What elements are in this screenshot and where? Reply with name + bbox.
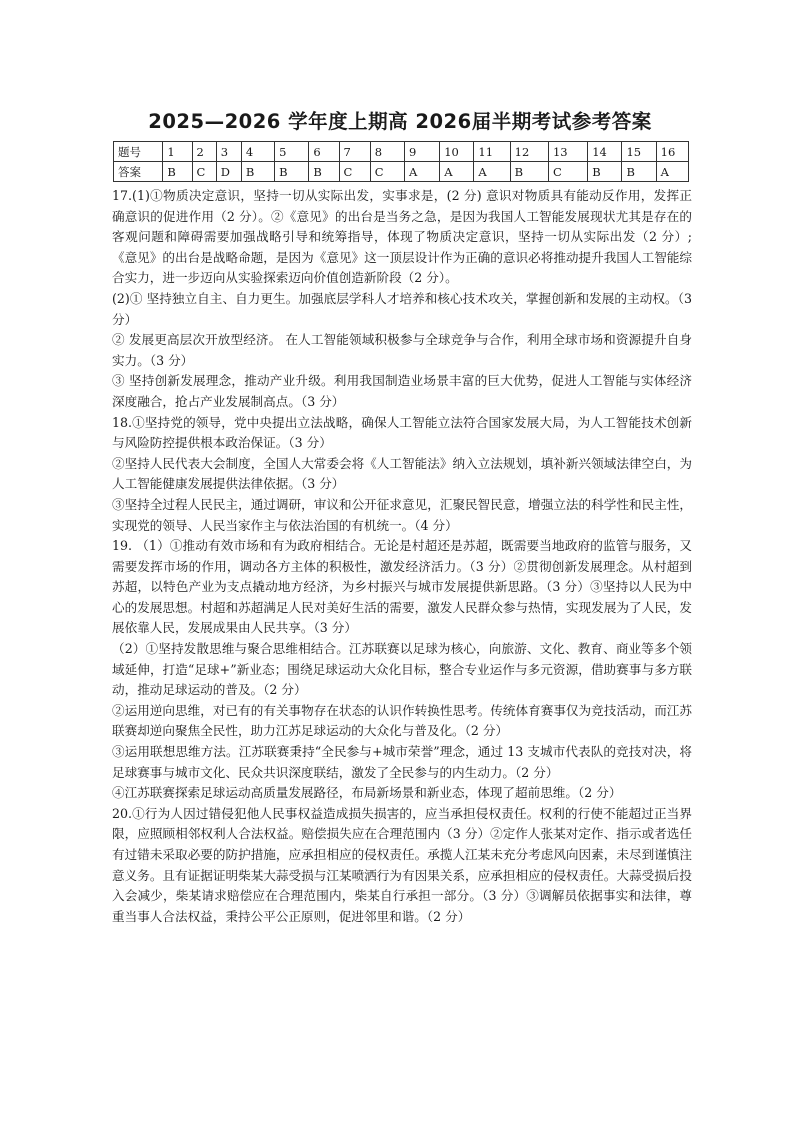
answer-q17-part1: 17.(1)①物质决定意识，坚持一切从实际出发，实事求是，(2 分) 意识对物质具有能动反作用，发挥正确意识的促进作用（2 分）。②《意见》的出台是当务之急，是因为我国人工智能发展现状尤其是存在的客观问题和障碍需要加强战略引导和统筹指导，体现了物质决定意识，坚持一切从实际出发（2 分）;《意见》的出台是战略命题，是因为《意见》这一顶层设计作为正确的意识必将推动提升我国人工智能综合实力，进一步迈向从实验探索迈向价值创造新阶段（2 分）。 <box>112 188 692 286</box>
question-number: 4 <box>241 142 274 162</box>
answer-q19-part2-point2: ②运用逆向思维，对已有的有关事物存在状态的认识作转换性思考。传统体育赛事仅为竞技活动，而江苏联赛却逆向聚焦全民性，助力江苏足球运动的大众化与普及化。（2 分） <box>112 702 692 739</box>
answer-cell: D <box>216 162 241 182</box>
question-number: 1 <box>163 142 192 162</box>
answer-cell: A <box>656 162 688 182</box>
answer-q18-point2: ②坚持人民代表大会制度，全国人大常委会将《人工智能法》纳入立法规划，填补新兴领域法律空白，为人工智能健康发展提供法律依据。（3 分） <box>112 455 692 492</box>
answer-cell: B <box>588 162 622 182</box>
answer-cell: C <box>192 162 216 182</box>
question-number: 14 <box>588 142 622 162</box>
question-number: 13 <box>548 142 587 162</box>
answer-cell: B <box>622 162 656 182</box>
page-title: 2025—2026 学年度上期高 2026届半期考试参考答案 <box>148 110 652 133</box>
answer-cell: B <box>275 162 309 182</box>
answer-row <box>114 162 689 182</box>
question-number: 6 <box>309 142 339 162</box>
answer-table <box>113 141 689 182</box>
answer-cell: C <box>339 162 370 182</box>
answer-cell: A <box>404 162 439 182</box>
row-label-number: 题号 <box>114 142 163 162</box>
answer-q19-part2-point3: ③运用联想思维方法。江苏联赛秉持“全民参与+城市荣誉”理念，通过 13 支城市代表队的竞技对决，将足球赛事与城市文化、民众共识深度联结，激发了全民参与的内生动力。（2 分） <box>112 744 692 780</box>
question-number: 5 <box>275 142 309 162</box>
answer-cell: B <box>510 162 548 182</box>
answer-cell: C <box>548 162 587 182</box>
answer-q20: 20.①行为人因过错侵犯他人民事权益造成损失损害的，应当承担侵权责任。权利的行使不能超过正当界限，应照顾相邻权利人合法权益。赔偿损失应在合理范围内（3 分）②定作人张某对定作、指示或者选任有过错未采取必要的防护措施，应承担相应的侵权责任。承揽人江某未充分考虑风向因素，未尽到谨慎注意义务。且有证据证明柴某大蒜受损与江某喷洒行为有因果关系，应承担相应的侵权责任。大蒜受损后投入会减少，柴某请求赔偿应在合理范围内，柴某自行承担一部分。（3 分）③调解员依据事实和法律，尊重当事人合法权益，秉持公平公正原则，促进邻里和谐。（2 分） <box>112 805 692 924</box>
question-number: 15 <box>622 142 656 162</box>
row-label-answer: 答案 <box>114 162 163 182</box>
question-number: 8 <box>370 142 404 162</box>
answer-q19-part2-point1: （2）①坚持发散思维与聚合思维相结合。江苏联赛以足球为核心，向旅游、文化、教育、商业等多个领域延伸，打造“足球+”新业态；围绕足球运动大众化目标，整合专业运作与多元资源，借助赛事与多方联动，推动足球运动的普及。（2 分） <box>112 641 692 698</box>
answer-q17-part2-point2: ② 发展更高层次开放型经济。 在人工智能领域积极参与全球竞争与合作，利用全球市场和资源提升自身实力。（3 分） <box>112 332 692 368</box>
question-number: 11 <box>474 142 510 162</box>
question-number: 7 <box>339 142 370 162</box>
question-number: 12 <box>510 142 548 162</box>
answer-cell: B <box>241 162 274 182</box>
answer-cell: C <box>370 162 404 182</box>
answer-cell: B <box>309 162 339 182</box>
answer-cell: B <box>163 162 192 182</box>
answer-q18-point3: ③坚持全过程人民民主，通过调研，审议和公开征求意见，汇聚民智民意，增强立法的科学性和民主性，实现党的领导、人民当家作主与依法治国的有机统一。（4 分） <box>112 496 692 533</box>
question-number: 9 <box>404 142 439 162</box>
answer-cell: A <box>474 162 510 182</box>
answer-cell: A <box>440 162 474 182</box>
answer-q17-part2-point3: ③ 坚持创新发展理念，推动产业升级。利用我国制造业场景丰富的巨大优势，促进人工智能与实体经济深度融合，抢占产业发展制高点。（3 分） <box>112 373 692 409</box>
answer-q19-part1: 19. （1）①推动有效市场和有为政府相结合。无论是村超还是苏超，既需要当地政府的监管与服务，又需要发挥市场的作用，调动各方主体的积极性，激发经济活力。（3 分）②贯彻创新发展理念。从村超到苏超，以特色产业为支点撬动地方经济，为乡村振兴与城市发展提供新思路。（3 分）③坚持以人民为中心的发展思想。村超和苏超满足人民对美好生活的需要，激发人民群众参与热情，实现发展为了人民，发展依靠人民，发展成果由人民共享。（3 分） <box>112 538 692 636</box>
question-number: 10 <box>440 142 474 162</box>
question-number: 16 <box>656 142 688 162</box>
question-number-row <box>114 142 689 162</box>
answer-q18-point1: 18.①坚持党的领导，党中央提出立法战略，确保人工智能立法符合国家发展大局，为人工智能技术创新与风险防控提供根本政治保证。（3 分） <box>112 414 692 451</box>
answer-q17-part2-point1: (2)① 坚持独立自主、自力更生。加强底层学科人才培养和核心技术攻关，掌握创新和发展的主动权。（3 分） <box>112 290 692 327</box>
question-number: 3 <box>216 142 241 162</box>
answer-body <box>112 186 692 927</box>
answer-q19-part2-point4: ④江苏联赛探索足球运动高质量发展路径，布局新场景和新业态，体现了超前思维。（2 分） <box>112 785 622 801</box>
question-number: 2 <box>192 142 216 162</box>
